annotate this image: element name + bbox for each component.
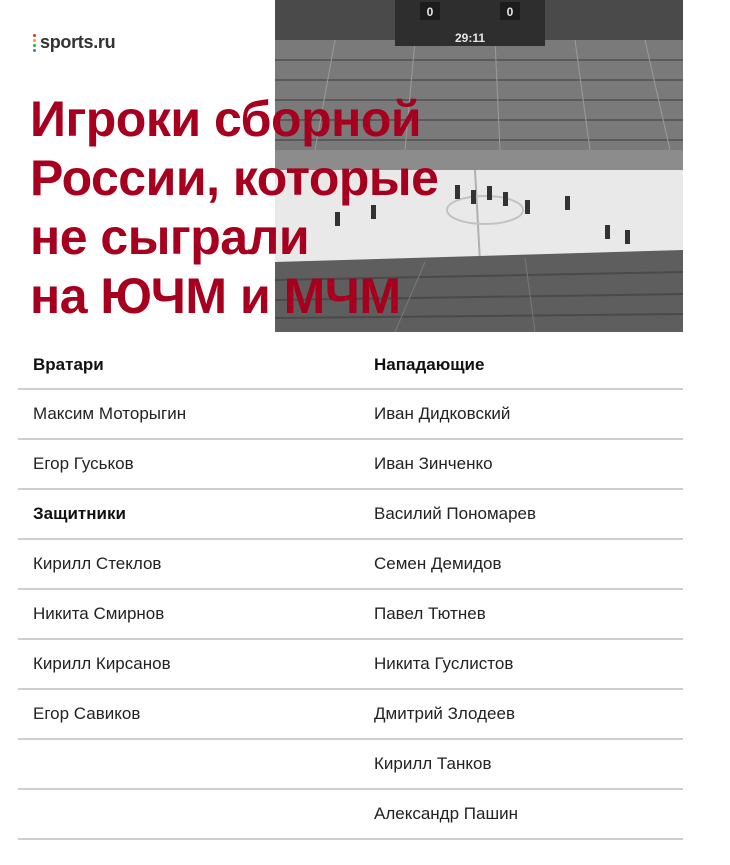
section-header: Вратари bbox=[33, 355, 104, 374]
right-column-cell: Никита Гуслистов bbox=[374, 654, 514, 673]
table-row bbox=[18, 440, 683, 490]
table-row bbox=[18, 640, 683, 690]
left-column-cell: Никита Смирнов bbox=[33, 604, 165, 623]
right-column-cell: Василий Пономарев bbox=[374, 504, 537, 523]
title-line: России, которые bbox=[30, 150, 439, 206]
title-line: на ЮЧМ и МЧМ bbox=[30, 268, 401, 324]
logo-dot bbox=[33, 44, 36, 47]
title-line: Игроки сборной bbox=[30, 91, 422, 147]
section-header: Защитники bbox=[33, 504, 126, 523]
scoreboard-left: 0 bbox=[426, 5, 434, 19]
right-column-cell: Семен Демидов bbox=[374, 554, 502, 573]
right-column-cell: Александр Пашин bbox=[374, 804, 518, 823]
left-column-cell: Егор Гуськов bbox=[33, 454, 134, 473]
logo-dot bbox=[33, 39, 36, 42]
page-title bbox=[30, 90, 550, 326]
table-row bbox=[18, 690, 683, 740]
table-row bbox=[18, 590, 683, 640]
right-column-cell: Кирилл Танков bbox=[374, 754, 492, 773]
logo-dot bbox=[33, 49, 36, 52]
table-row bbox=[18, 540, 683, 590]
logo-text: sports.ru bbox=[40, 32, 116, 52]
logo-dot bbox=[33, 34, 36, 37]
section-header: Нападающие bbox=[374, 355, 485, 374]
title-line: не сыграли bbox=[30, 209, 310, 265]
table-row bbox=[18, 390, 683, 440]
sports-ru-logo[interactable] bbox=[33, 32, 115, 53]
right-column-cell: Павел Тютнев bbox=[374, 604, 486, 623]
right-column-cell: Иван Зинченко bbox=[374, 454, 493, 473]
left-column-cell: Кирилл Стеклов bbox=[33, 554, 162, 573]
logo-dots-icon bbox=[33, 34, 36, 52]
left-column-cell: Кирилл Кирсанов bbox=[33, 654, 171, 673]
left-column-cell: Егор Савиков bbox=[33, 704, 141, 723]
left-column-cell: Максим Моторыгин bbox=[33, 404, 187, 423]
right-column-cell: Иван Дидковский bbox=[374, 404, 511, 423]
roster-table bbox=[18, 342, 683, 840]
right-column-cell: Дмитрий Злодеев bbox=[374, 704, 515, 723]
table-row bbox=[18, 790, 683, 840]
table-row bbox=[18, 740, 683, 790]
scoreboard-clock: 29:11 bbox=[454, 31, 486, 45]
table-row bbox=[18, 342, 683, 390]
scoreboard-right: 0 bbox=[506, 5, 514, 19]
table-row bbox=[18, 490, 683, 540]
